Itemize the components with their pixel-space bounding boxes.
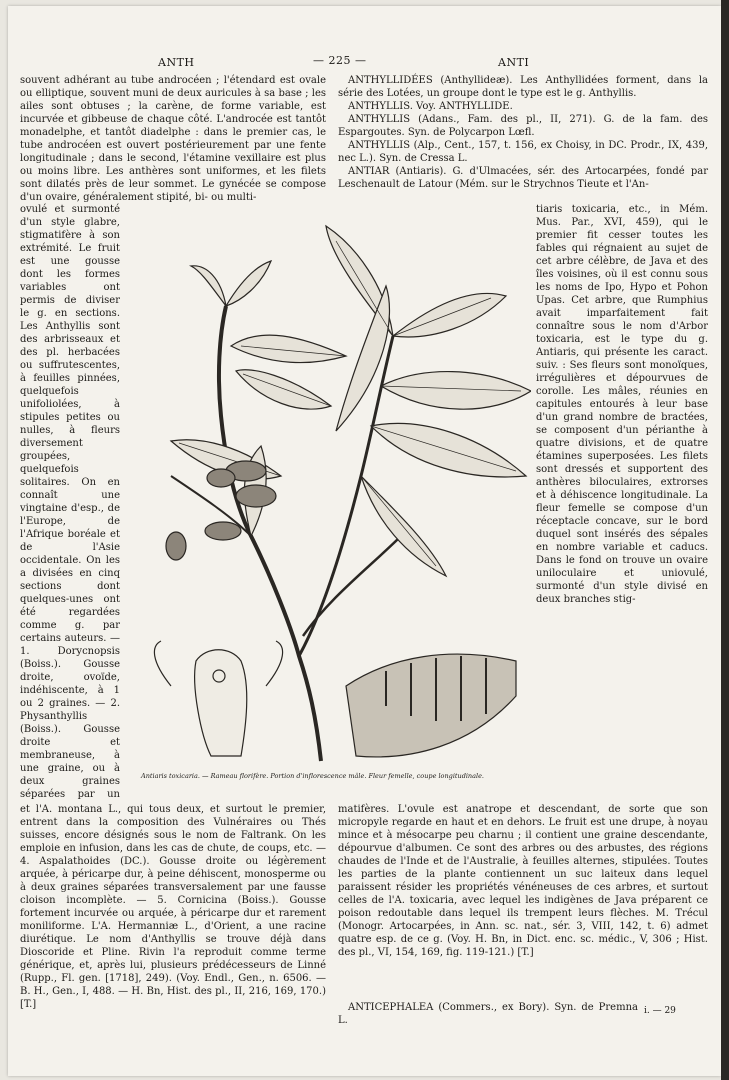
entry-anticephalea: ANTICEPHALEA (Commers., ex Bory). Syn. de Premna L. (338, 1002, 638, 1026)
antiaris-branch-drawing (131, 216, 531, 776)
entry-anthyllis-alp: ANTHYLLIS (Alp., Cent., 157, t. 156, ex Choisy, in DC. Prodr., IX, 439, nec L.). Syn. de Cressa L. (338, 140, 708, 164)
signature-mark: i. — 29 (644, 1006, 676, 1016)
entry-anthyllidees: ANTHYLLIDÉES (Anthyllideæ). Les Anthyllidées forment, dans la série des Lotées, un groupe dont le type est le g. Anthyllis. (338, 75, 708, 99)
antiar-fruit: matifères. L'ovule est anatrope et descendant, de sorte que son micropyle regarde en haut et en dehors. Le fruit est une drupe, à noyau mince et à mésocarpe peu charnu ; il contient une graine descendante, dépourvue d'albumen. Ce sont des arbres ou des arbustes, des régions chaudes de l'Inde et de l'Australie, à feuilles alternes, stipulées. Toutes les parties de la plante contiennent un suc laiteux dans lequel paraissent résider les propriétés vénéneuses de ces arbres, et surtout celles de l'A. toxicaria, avec lequel les indigènes de Java préparent ce poison redoutable dans lequel ils trempent leurs flèches. M. Trécul (Monogr. Artocarpées, in Ann. sc. nat., sér. 3, VIII, 142, t. 6) admet quatre esp. de ce g. (Voy. H. Bn, in Dict. enc. sc. médic., V, 306 ; Hist. des pl., VI, 154, 169, fig. 119-121.) [T.] (338, 804, 708, 958)
page (8, 6, 721, 1076)
binding-edge (721, 0, 729, 1080)
entry-anthyllis-adans: ANTHYLLIS (Adans., Fam. des pl., II, 271). G. de la fam. des Espargoutes. Syn. de Polycarpon Lœfl. (338, 114, 708, 138)
running-head-left: ANTH (158, 56, 195, 69)
entry-antiar: ANTIAR (Antiaris). G. d'Ulmacées, sér. des Artocarpées, fondé par Leschenault de Latour (Mém. sur le Strychnos Tieute et l'An- (338, 166, 708, 190)
left-column-top (20, 74, 326, 204)
right-column-bottom (338, 803, 708, 999)
page-number: — 225 — (313, 54, 367, 67)
left-column-narrow (20, 203, 120, 799)
right-column-narrow (536, 203, 708, 799)
figure-caption: Antiaris toxicaria. — Rameau florifère. Portion d'inflorescence mâle. Fleur femelle, coupe longitudinale. (141, 772, 484, 780)
left-column-bottom (20, 803, 326, 1018)
running-head-right: ANTI (498, 56, 530, 69)
antiar-continued: tiaris toxicaria, etc., in Mém. Mus. Par., XVI, 459), qui le premier fit cesser toutes les fables qui régnaient au sujet de cet arbre célèbre, de Java et des îles voisines, où il est connu sous les noms de Ipo, Hypo et Pohon Upas. Cet arbre, que Rumphius avait imparfaitement fait connaître sous le nom d'Arbor toxicaria, est le type du g. Antiaris, qui présente les caract. suiv. : Ses fleurs sont monoïques, irrégulières et dépourvues de corolle. Les mâles, réunies en capitules entourés à leur base d'un grand nombre de bractées, se composent d'un périanthe à quatre divisions, et de quatre étamines superposées. Les filets sont dressés et supportent des anthères biloculaires, extrorses et à déhiscence longitudinale. La fleur femelle se compose d'un réceptacle concave, sur le bord duquel sont insérés des sépales en nombre variable et caducs. Dans le fond on trouve un ovaire uniloculaire et uniovulé, surmonté d'un style divisé en deux branches stig- (536, 204, 708, 605)
right-column-last (338, 1001, 638, 1027)
botanical-illustration (131, 216, 531, 780)
anthyllis-uses: et l'A. montana L., qui tous deux, et surtout le premier, entrent dans la composition des Vulnéraires ou Thés suisses, encore désignés sous le nom de Faltrank. On les emploie en infusion, dans les cas de chute, de coups, etc. — 4. Aspalathoides (DC.). Gousse droite ou légèrement arquée, à péricarpe dur, à peine déhiscent, monosperme ou à deux graines séparées transversalement par une fausse cloison incomplète. — 5. Cornicina (Boiss.). Gousse fortement incurvée ou arquée, à péricarpe dur et rarement moniliforme. L'A. Hermanniæ L., d'Orient, a une racine diurétique. Le nom d'Anthyllis se trouve déjà dans Dioscoride et Pline. Rivin l'a reproduit comme terme générique, et, après lui, plusieurs prédécesseurs de Linné (Rupp., Fl. gen. [1718], 249). (Voy. Endl., Gen., n. 6506. — B. H., Gen., I, 488. — H. Bn, Hist. des pl., II, 216, 169, 170.) [T.] (20, 804, 326, 1010)
right-column-top (338, 74, 708, 191)
anthyllis-description: souvent adhérant au tube androcéen ; l'étendard est ovale ou elliptique, souvent muni de deux auricules à sa base ; les ailes sont obtuses ; la carène, de forme variable, est incurvée et gibbeuse de chaque côté. L'androcée est tantôt monadelphe, et tantôt diadelphe : dans le premier cas, le tube androcéen est ouvert postérieurement par une fente longitudinale ; dans le second, l'étamine vexillaire est plus ou moins libre. Les anthères sont uniformes, et les filets sont dilatés près de leur sommet. Le gynécée se compose d'un ovaire, généralement stipité, bi- ou multi- (20, 75, 326, 203)
entry-anthyllis-voy: ANTHYLLIS. Voy. ANTHYLLIDE. (348, 101, 513, 112)
anthyllis-sections: ovulé et surmonté d'un style glabre, stigmatifère à son extrémité. Le fruit est une gousse dont les formes variables ont permis de diviser le g. en sections. Les Anthyllis sont des arbrisseaux et des pl. herbacées ou suffrutescentes, à feuilles pinnées, quelquefois unifoliolées, à stipules petites ou nulles, à fleurs diversement groupées, quelquefois solitaires. On en connaît une vingtaine d'esp., de l'Europe, de l'Afrique boréale et de l'Asie occidentale. On les a divisées en cinq sections dont quelques-unes ont été regardées comme g. par certains auteurs. — 1. Dorycnopsis (Boiss.). Gousse droite, ovoïde, indéhiscente, à 1 ou 2 graines. — 2. Physanthyllis (Boiss.). Gousse droite et membraneuse, à une graine, ou à deux graines séparées par un (20, 204, 120, 799)
